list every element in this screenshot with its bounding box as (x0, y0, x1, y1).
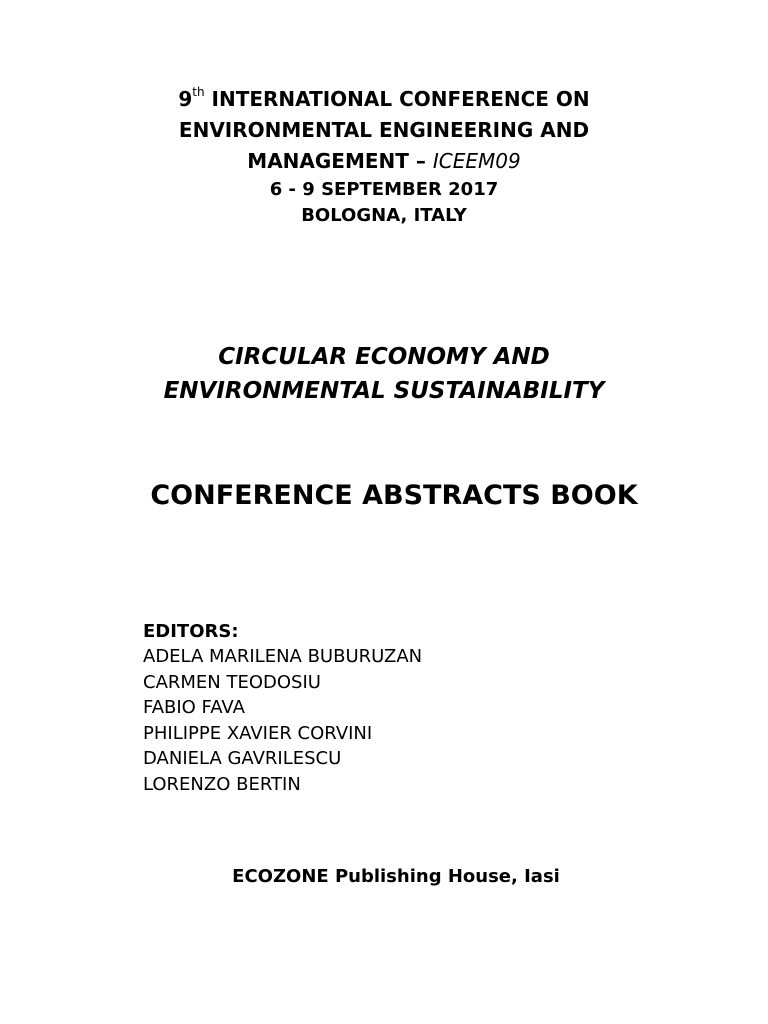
editor-name: ADELA MARILENA BUBURUZAN (143, 646, 423, 667)
publisher: ECOZONE Publishing House, Iasi (232, 866, 560, 887)
conference-ordinal: 9 (178, 87, 193, 111)
conference-name-line-1 (0, 84, 768, 115)
conference-name-line-2: ENVIRONMENTAL ENGINEERING AND (178, 118, 590, 142)
conference-location: BOLOGNA, ITALY (301, 205, 467, 226)
book-title: CONFERENCE ABSTRACTS BOOK (150, 480, 638, 511)
editor-name: LORENZO BERTIN (143, 773, 301, 795)
conference-theme (0, 340, 768, 408)
editors-section (143, 619, 643, 797)
editors-heading: EDITORS: (143, 621, 239, 642)
editor-name: FABIO FAVA (143, 697, 245, 718)
conference-name-part-3: MANAGEMENT – (247, 149, 433, 173)
editor-name: CARMEN TEODOSIU (143, 671, 321, 693)
conference-heading (0, 84, 768, 229)
conference-acronym: ICEEM09 (432, 149, 521, 173)
conference-name-part-1: INTERNATIONAL CONFERENCE ON (204, 87, 590, 111)
conference-name-line-3 (0, 146, 768, 177)
conference-dates: 6 - 9 SEPTEMBER 2017 (269, 179, 499, 200)
theme-line-1: CIRCULAR ECONOMY AND (218, 344, 550, 370)
editor-name: PHILIPPE XAVIER CORVINI (143, 722, 373, 744)
conference-ordinal-suffix: th (192, 85, 205, 100)
theme-line-2: ENVIRONMENTAL SUSTAINABILITY (163, 378, 605, 404)
editor-name: DANIELA GAVRILESCU (143, 748, 342, 769)
